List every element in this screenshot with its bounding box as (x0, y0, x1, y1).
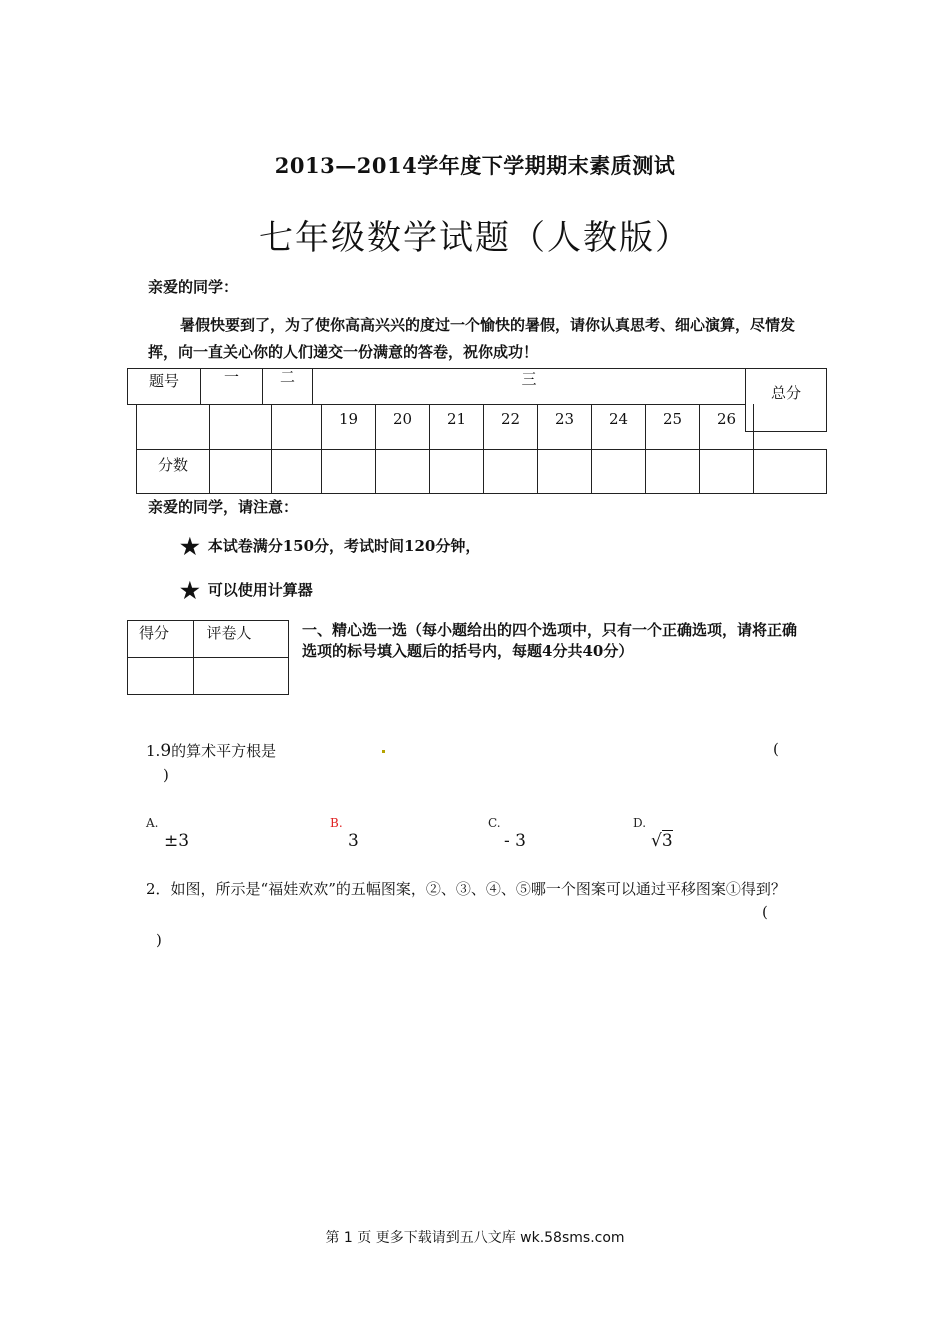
q2-bracket-open: ( (762, 903, 768, 921)
stray-dot (382, 750, 385, 753)
header-total: 总分 (770, 384, 801, 402)
q1-number-nine: 9 (160, 741, 172, 761)
header-section-2: 二 (279, 368, 295, 386)
q1-option-b: B. 3 (330, 816, 359, 851)
question-number: 22 (500, 410, 521, 428)
section-one-heading: 一、精心选一选（每小题给出的四个选项中，只有一个正确选项，请将正确选项的标号填入题后的括号内，每题4分共40分） (302, 621, 798, 660)
question-number: 21 (446, 410, 467, 428)
q1-bracket-close: ) (163, 766, 169, 784)
sqrt-icon: √ (651, 831, 662, 851)
q1-option-a: A. ±3 (146, 816, 190, 851)
score-row-label: 分数 (157, 456, 188, 474)
question-number: 26 (716, 410, 737, 428)
question-2: 2．如图，所示是“福娃欢欢”的五幅图案，②、③、④、⑤哪一个图案可以通过平移图案①得到？ (146, 880, 786, 898)
greeting: 亲爱的同学： (148, 278, 239, 296)
note-item: ★ 本试卷满分150分，考试时间120分钟， (180, 534, 481, 560)
q1-option-c: C. - 3 (488, 816, 526, 851)
q1-option-d: D. √3 (633, 816, 673, 851)
question-number: 23 (554, 410, 575, 428)
notes-title: 亲爱的同学，请注意： (148, 498, 299, 516)
exam-subtitle: 七年级数学试题（人教版） (259, 218, 691, 258)
header-section-3: 三 (521, 370, 537, 388)
star-icon: ★ (180, 534, 200, 560)
question-number: 20 (392, 410, 413, 428)
q2-bracket-close: ) (156, 931, 162, 949)
page-footer: 第 1 页 更多下载请到五八文库 wk.58sms.com (325, 1230, 625, 1246)
intro-paragraph: 暑假快要到了，为了使你高高兴兴的度过一个愉快的暑假，请你认真思考、细心演算，尽情发挥，向一直关心你的人们递交一份满意的答卷，祝你成功！ (148, 316, 796, 361)
star-icon: ★ (180, 578, 200, 604)
question-number: 25 (662, 410, 683, 428)
header-section-1: 一 (223, 368, 239, 386)
question-number: 24 (608, 410, 629, 428)
note-item: ★ 可以使用计算器 (180, 578, 313, 604)
header-item-label: 题号 (148, 372, 179, 390)
question-number: 19 (338, 410, 359, 428)
grader-name-label: 评卷人 (206, 624, 252, 642)
exam-title: 2013—2014学年度下学期期末素质测试 (274, 153, 676, 178)
question-1: 1.9的算术平方根是 (146, 741, 277, 761)
grader-score-label: 得分 (138, 624, 169, 642)
q1-bracket-open: ( (773, 740, 779, 758)
